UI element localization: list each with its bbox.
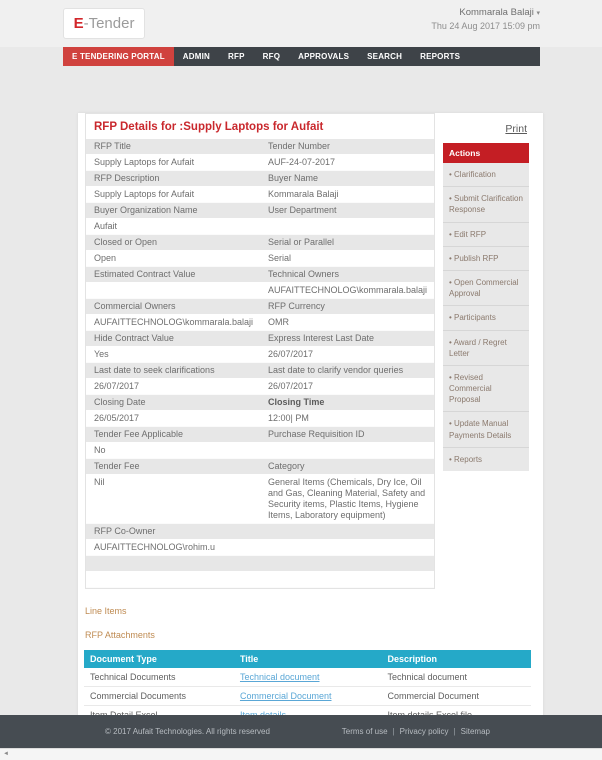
attachments-table-header [84, 650, 531, 668]
details-row [86, 283, 434, 299]
nav-item-admin[interactable]: ADMIN [182, 52, 211, 61]
details-label-cell: RFP Currency [268, 301, 325, 311]
action-item-award-regret-letter[interactable]: • Award / Regret Letter [443, 331, 529, 366]
attachment-title-cell [236, 687, 384, 705]
details-value-cell: Supply Laptops for Aufait [94, 189, 195, 199]
details-row [86, 139, 434, 155]
details-value-cell: Supply Laptops for Aufait [94, 157, 195, 167]
details-label-cell: RFP Description [94, 173, 160, 183]
details-row [86, 331, 434, 347]
attachment-link-technical-document[interactable]: Technical document [239, 672, 320, 682]
main-card [78, 113, 543, 741]
logo[interactable] [63, 8, 145, 39]
details-label-cell: Closing Time [268, 397, 325, 407]
details-row [86, 459, 434, 475]
attachments-table [84, 650, 531, 725]
chevron-down-icon: ▾ [536, 10, 540, 17]
details-value-cell: 26/07/2017 [94, 381, 140, 391]
attachment-type-cell: Commercial Documents [90, 691, 187, 701]
details-row [86, 219, 434, 235]
details-label-cell: RFP Co-Owner [94, 526, 156, 536]
details-value-cell: 26/07/2017 [268, 349, 314, 359]
attachments-column-header-description: Description [387, 654, 437, 664]
actions-list [443, 163, 529, 471]
datetime-text: Thu 24 Aug 2017 15:09 pm [431, 21, 540, 31]
attachment-link-commercial-document[interactable]: Commercial Document [239, 691, 332, 701]
attachments-column-header-title: Title [239, 654, 259, 664]
details-row [86, 540, 434, 556]
details-label-cell: Category [268, 461, 305, 471]
footer-link-terms-of-use[interactable]: Terms of use [341, 727, 388, 736]
action-item-revised-commercial-proposal[interactable]: • Revised Commercial Proposal [443, 366, 529, 413]
nav-item-reports[interactable]: REPORTS [420, 52, 461, 61]
details-value-cell [260, 443, 434, 458]
details-label-cell: Tender Number [268, 141, 331, 151]
details-value-cell: Kommarala Balaji [268, 189, 339, 199]
details-row [86, 363, 434, 379]
details-value-cell: Yes [94, 349, 109, 359]
details-row [86, 524, 434, 540]
details-label-cell: Estimated Contract Value [94, 269, 196, 279]
footer-link-privacy-policy[interactable]: Privacy policy [399, 727, 449, 736]
logo-accent: E [73, 15, 84, 32]
details-value-cell: 12:00| PM [268, 413, 309, 423]
details-rows [86, 139, 434, 588]
details-value-cell: OMR [268, 317, 289, 327]
details-row [86, 379, 434, 395]
main-nav [63, 47, 540, 66]
line-items-link[interactable]: Line Items [85, 606, 127, 616]
details-label-cell [86, 556, 434, 571]
copyright-text: © 2017 Aufait Technologies. All rights reserved [105, 727, 270, 736]
page-title: RFP Details for :Supply Laptops for Aufait [94, 121, 324, 133]
footer-link-separator: | [453, 727, 456, 736]
action-item-edit-rfp[interactable]: • Edit RFP [443, 223, 529, 247]
details-label-cell: Buyer Name [268, 173, 319, 183]
details-label-cell: Closing Date [94, 397, 146, 407]
details-value-cell [260, 219, 434, 234]
attachment-description-cell: Commercial Document [387, 691, 479, 701]
details-label-cell: Technical Owners [268, 269, 340, 279]
attachment-description-cell: Technical document [387, 672, 468, 682]
details-row [86, 475, 434, 524]
print-link[interactable]: Print [505, 123, 527, 135]
nav-item-search[interactable]: SEARCH [367, 52, 403, 61]
details-value-cell: AUFAITTECHNOLOG\rohim.u [94, 542, 216, 552]
details-value-cell: Aufait [94, 221, 118, 231]
details-row [86, 411, 434, 427]
action-item-participants[interactable]: • Participants [443, 306, 529, 330]
scroll-left-arrow-icon[interactable]: ◄ [3, 751, 9, 757]
action-item-reports[interactable]: • Reports [449, 454, 483, 464]
details-row [86, 395, 434, 411]
details-row [86, 203, 434, 219]
action-item-open-commercial-approval[interactable]: • Open Commercial Approval [443, 271, 529, 306]
details-row [86, 299, 434, 315]
details-label-cell: Commercial Owners [94, 301, 176, 311]
rfp-details-table [85, 113, 435, 589]
details-row [86, 556, 434, 572]
details-label-cell: Tender Fee [94, 461, 140, 471]
details-label-cell: Express Interest Last Date [268, 333, 375, 343]
details-value-cell: No [94, 445, 106, 455]
details-label-cell: User Department [268, 205, 337, 215]
details-row [86, 155, 434, 171]
details-row [86, 347, 434, 363]
details-label-cell: Buyer Organization Name [94, 205, 198, 215]
details-label-cell: Last date to seek clarifications [94, 365, 215, 375]
details-value-cell: 26/07/2017 [268, 381, 314, 391]
nav-item-rfp[interactable]: RFP [228, 52, 245, 61]
details-value-cell: 26/05/2017 [94, 413, 140, 423]
details-value-cell [86, 572, 434, 587]
attachment-row [84, 687, 531, 706]
footer [0, 715, 602, 748]
app-header [0, 0, 602, 47]
details-label-cell: Hide Contract Value [94, 333, 174, 343]
nav-item-e-tendering-portal[interactable]: E TENDERING PORTAL [63, 47, 174, 66]
details-row [86, 171, 434, 187]
logo-text: -Tender [83, 15, 135, 32]
details-row [86, 251, 434, 267]
footer-link-separator: | [392, 727, 395, 736]
details-value-cell: Serial [268, 253, 292, 263]
details-label-cell: Tender Fee Applicable [94, 429, 184, 439]
details-label-cell: Last date to clarify vendor queries [268, 365, 404, 375]
horizontal-scrollbar[interactable] [0, 748, 602, 760]
attachment-type-cell: Technical Documents [90, 672, 176, 682]
details-row [86, 427, 434, 443]
actions-header: Actions [443, 143, 529, 163]
attachments-column-header-document-type: Document Type [90, 654, 157, 664]
nav-item-rfq[interactable]: RFQ [262, 52, 281, 61]
details-label-cell: Purchase Requisition ID [268, 429, 365, 439]
details-label-cell: Serial or Parallel [268, 237, 335, 247]
details-row [86, 443, 434, 459]
details-label-cell: Closed or Open [94, 237, 158, 247]
action-item-clarification[interactable]: • Clarification [443, 163, 529, 187]
details-row [86, 572, 434, 588]
details-row [86, 235, 434, 251]
details-label-cell: RFP Title [94, 141, 131, 151]
user-name: Kommarala Balaji [459, 7, 534, 18]
footer-links [342, 727, 490, 736]
nav-item-approvals[interactable]: APPROVALS [298, 52, 350, 61]
details-value-cell: General Items (Chemicals, Dry Ice, Oil and Gas, Cleaning Material, Safety and Security items, Plastic Items, Hygiene Items, Laboratory equipment) [268, 477, 426, 520]
details-value-cell [86, 283, 260, 298]
rfp-attachments-link[interactable]: RFP Attachments [85, 630, 155, 640]
action-item-submit-clarification-response[interactable]: • Submit Clarification Response [443, 187, 529, 222]
action-item-publish-rfp[interactable]: • Publish RFP [443, 247, 529, 271]
details-value-cell: Nil [94, 477, 105, 487]
details-row [86, 187, 434, 203]
content-area [0, 66, 602, 715]
action-item-update-manual-payments-details[interactable]: • Update Manual Payments Details [443, 412, 529, 447]
attachment-row [84, 668, 531, 687]
attachment-title-cell [236, 668, 384, 686]
user-block [431, 7, 540, 31]
actions-panel [443, 143, 529, 471]
user-menu[interactable] [431, 7, 540, 18]
details-value-cell: AUF-24-07-2017 [268, 157, 336, 167]
details-row [86, 267, 434, 283]
details-value-cell: Open [94, 253, 117, 263]
footer-link-sitemap[interactable]: Sitemap [460, 727, 490, 736]
details-row [86, 315, 434, 331]
details-value-cell: AUFAITTECHNOLOG\kommarala.balaji [94, 317, 254, 327]
details-value-cell: AUFAITTECHNOLOG\kommarala.balaji [268, 285, 428, 295]
